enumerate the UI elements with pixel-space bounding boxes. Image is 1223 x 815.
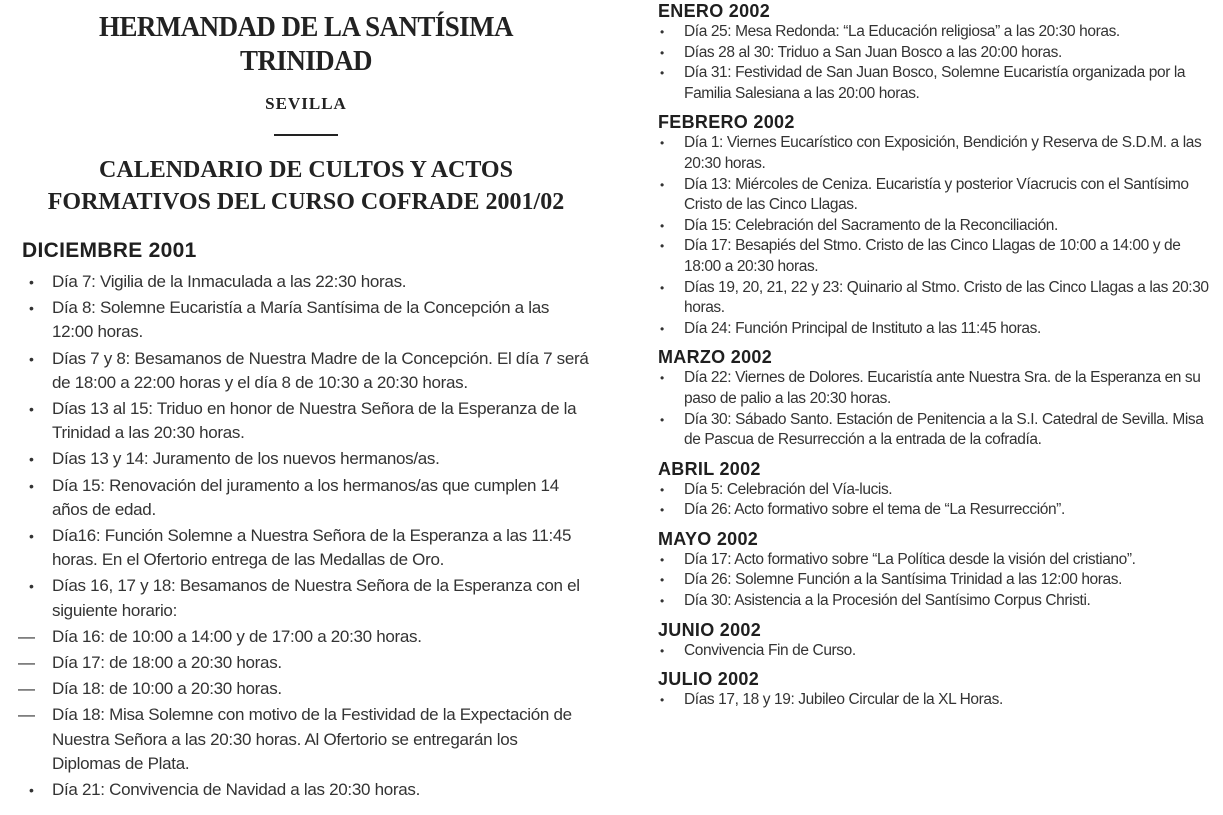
month-heading-diciembre: DICIEMBRE 2001 <box>22 239 197 262</box>
list-item <box>658 278 1213 319</box>
month-list <box>658 368 1213 450</box>
list-item <box>22 524 590 572</box>
list-item <box>658 550 1213 571</box>
list-item-text: Día16: Función Solemne a Nuestra Señora de la Esperanza a las 11:45 horas. En el Ofertorio entrega de las Medallas de Oro. <box>52 526 572 570</box>
bullet-marker: • <box>29 300 34 317</box>
list-item-text: Día 22: Viernes de Dolores. Eucaristía ante Nuestra Sra. de la Esperanza en su paso de palio a las 20:30 horas. <box>684 369 1201 407</box>
month-list <box>658 641 1213 662</box>
month-list <box>658 133 1213 339</box>
month-section <box>658 528 1213 612</box>
bullet-marker: • <box>660 503 664 518</box>
list-item <box>658 175 1213 216</box>
month-list <box>658 550 1213 612</box>
month-section <box>658 458 1213 521</box>
list-item <box>18 677 590 701</box>
list-item <box>18 703 590 776</box>
month-section <box>658 346 1213 450</box>
list-item-text: Día 30: Sábado Santo. Estación de Penitencia a la S.I. Catedral de Sevilla. Misa de Pascua de Resurrección a la entrada de la cofradía. <box>684 410 1204 449</box>
list-item <box>658 133 1213 174</box>
bullet-marker: • <box>660 177 664 192</box>
month-list <box>658 480 1213 521</box>
bullet-marker: • <box>660 552 664 567</box>
bullet-marker: • <box>660 218 664 233</box>
list-item-text: Día 15: Celebración del Sacramento de la Reconciliación. <box>684 216 1058 234</box>
title-divider <box>274 134 338 136</box>
list-item <box>18 625 590 649</box>
month-heading: JULIO 2002 <box>658 669 760 690</box>
month-heading: MAYO 2002 <box>658 528 759 549</box>
list-item <box>22 397 590 445</box>
list-item <box>658 368 1213 409</box>
month-section <box>658 668 1213 711</box>
list-item <box>22 347 590 395</box>
bullet-marker: • <box>660 412 664 427</box>
list-item <box>658 236 1213 277</box>
list-item-text: Día 16: de 10:00 a 14:00 y de 17:00 a 20:30 horas. <box>52 626 422 646</box>
month-section <box>658 0 1213 104</box>
list-item <box>658 570 1213 591</box>
list-item-text: Día 26: Acto formativo sobre el tema de “La Resurrección”. <box>684 501 1065 519</box>
list-item-text: Día 17: Acto formativo sobre “La Política desde la visión del cristiano”. <box>684 550 1136 568</box>
list-item-text: Día 21: Convivencia de Navidad a las 20:30 horas. <box>52 780 421 800</box>
bullet-marker: • <box>660 45 664 60</box>
subtitle-line-1: CALENDARIO DE CULTOS Y ACTOS <box>99 157 513 183</box>
list-item-text: Día 31: Festividad de San Juan Bosco, Solemne Eucaristía organizada por la Familia Salesiana a las 20:00 horas. <box>684 64 1186 102</box>
month-heading: ENERO 2002 <box>658 1 771 21</box>
bullet-marker: • <box>29 578 34 595</box>
list-item <box>658 591 1213 612</box>
bullet-marker: • <box>29 782 34 799</box>
list-item <box>658 63 1213 104</box>
list-item <box>22 778 590 802</box>
month-heading: ABRIL 2002 <box>658 458 761 479</box>
subtitle-line-2: FORMATIVOS DEL CURSO COFRADE 2001/02 <box>47 189 565 215</box>
list-item <box>18 651 590 675</box>
list-item-text: Día 26: Solemne Función a la Santísima Trinidad a las 12:00 horas. <box>684 571 1123 589</box>
bullet-marker: • <box>660 136 664 151</box>
list-item <box>658 319 1213 340</box>
list-item-text: Días 13 y 14: Juramento de los nuevos hermanos/as. <box>52 449 440 469</box>
list-item <box>658 500 1213 521</box>
list-item <box>658 480 1213 501</box>
list-item <box>658 43 1213 64</box>
diciembre-list <box>18 270 590 802</box>
month-section <box>658 619 1213 662</box>
list-item-text: Días 7 y 8: Besamanos de Nuestra Madre de la Concepción. El día 7 será de 18:00 a 22:00 horas y el día 8 de 10:30 a 20:30 horas. <box>52 348 589 392</box>
dash-marker: — <box>18 705 35 725</box>
month-heading: MARZO 2002 <box>658 347 773 368</box>
bullet-marker: • <box>660 482 664 497</box>
bullet-marker: • <box>660 643 664 658</box>
list-item <box>22 574 590 622</box>
list-item-text: Día 5: Celebración del Vía-lucis. <box>684 480 893 498</box>
bullet-marker: • <box>660 693 664 708</box>
bullet-marker: • <box>660 239 664 254</box>
month-heading: FEBRERO 2002 <box>658 112 795 133</box>
list-item-text: Día 17: de 18:00 a 20:30 horas. <box>52 653 282 673</box>
list-item-text: Días 28 al 30: Triduo a San Juan Bosco a las 20:00 horas. <box>684 43 1062 61</box>
bullet-marker: • <box>660 371 664 386</box>
list-item <box>22 270 590 294</box>
bullet-marker: • <box>660 25 664 39</box>
bullet-marker: • <box>660 321 664 336</box>
list-item <box>22 474 590 522</box>
document-city: SEVILLA <box>265 94 347 113</box>
list-item-text: Día 8: Solemne Eucaristía a María Santísima de la Concepción a las 12:00 horas. <box>52 298 550 342</box>
dash-marker: — <box>18 653 35 673</box>
list-item-text: Día 30: Asistencia a la Procesión del Santísimo Corpus Christi. <box>684 592 1091 610</box>
list-item-text: Día 18: Misa Solemne con motivo de la Festividad de la Expectación de Nuestra Señora a las 20:30 horas. Al Ofertorio se entregarán los Diplomas de Plata. <box>52 705 572 773</box>
list-item-text: Días 17, 18 y 19: Jubileo Circular de la XL Horas. <box>684 691 1003 709</box>
left-column <box>18 0 590 802</box>
list-item-text: Día 18: de 10:00 a 20:30 horas. <box>52 679 282 699</box>
list-item-text: Día 13: Miércoles de Ceniza. Eucaristía y posterior Víacrucis con el Santísimo Cristo de las Cinco Llagas. <box>684 175 1189 214</box>
list-item <box>22 296 590 344</box>
bullet-marker: • <box>660 66 664 81</box>
list-item-text: Día 7: Vigilia de la Inmaculada a las 22:30 horas. <box>52 272 407 291</box>
list-item-text: Días 16, 17 y 18: Besamanos de Nuestra Señora de la Esperanza con el siguiente horario: <box>52 576 580 620</box>
bullet-marker: • <box>660 573 664 588</box>
list-item <box>658 410 1213 451</box>
list-item <box>658 22 1213 43</box>
bullet-marker: • <box>29 350 34 367</box>
list-item <box>22 447 590 471</box>
list-item <box>658 641 1213 662</box>
list-item <box>658 690 1213 711</box>
dash-marker: — <box>18 679 35 699</box>
bullet-marker: • <box>660 594 664 609</box>
document-subtitle <box>22 154 590 218</box>
list-item-text: Día 15: Renovación del juramento a los hermanos/as que cumplen 14 años de edad. <box>52 475 559 519</box>
month-list <box>658 690 1213 711</box>
month-heading: JUNIO 2002 <box>658 619 762 640</box>
list-item-text: Día 1: Viernes Eucarístico con Exposición, Bendición y Reserva de S.D.M. a las 20:30 horas. <box>684 134 1202 172</box>
bullet-marker: • <box>660 280 664 295</box>
bullet-marker: • <box>29 401 34 418</box>
bullet-marker: • <box>29 451 34 468</box>
list-item-text: Días 19, 20, 21, 22 y 23: Quinario al Stmo. Cristo de las Cinco Llagas a las 20:30 horas. <box>684 278 1209 317</box>
dash-marker: — <box>18 626 35 646</box>
bullet-marker: • <box>29 274 34 290</box>
month-section <box>658 111 1213 339</box>
right-column <box>658 0 1213 711</box>
list-item-text: Días 13 al 15: Triduo en honor de Nuestra Señora de la Esperanza de la Trinidad a las 20:30 horas. <box>52 399 577 443</box>
list-item-text: Convivencia Fin de Curso. <box>684 641 856 659</box>
bullet-marker: • <box>29 528 34 545</box>
document-title: HERMANDAD DE LA SANTÍSIMA TRINIDAD <box>99 11 513 77</box>
month-list <box>658 22 1213 104</box>
list-item-text: Día 25: Mesa Redonda: “La Educación religiosa” a las 20:30 horas. <box>684 23 1120 40</box>
list-item-text: Día 24: Función Principal de Instituto a las 11:45 horas. <box>684 319 1041 337</box>
list-item <box>658 216 1213 237</box>
list-item-text: Día 17: Besapiés del Stmo. Cristo de las Cinco Llagas de 10:00 a 14:00 y de 18:00 a 20:30 horas. <box>684 237 1181 275</box>
bullet-marker: • <box>29 477 34 494</box>
